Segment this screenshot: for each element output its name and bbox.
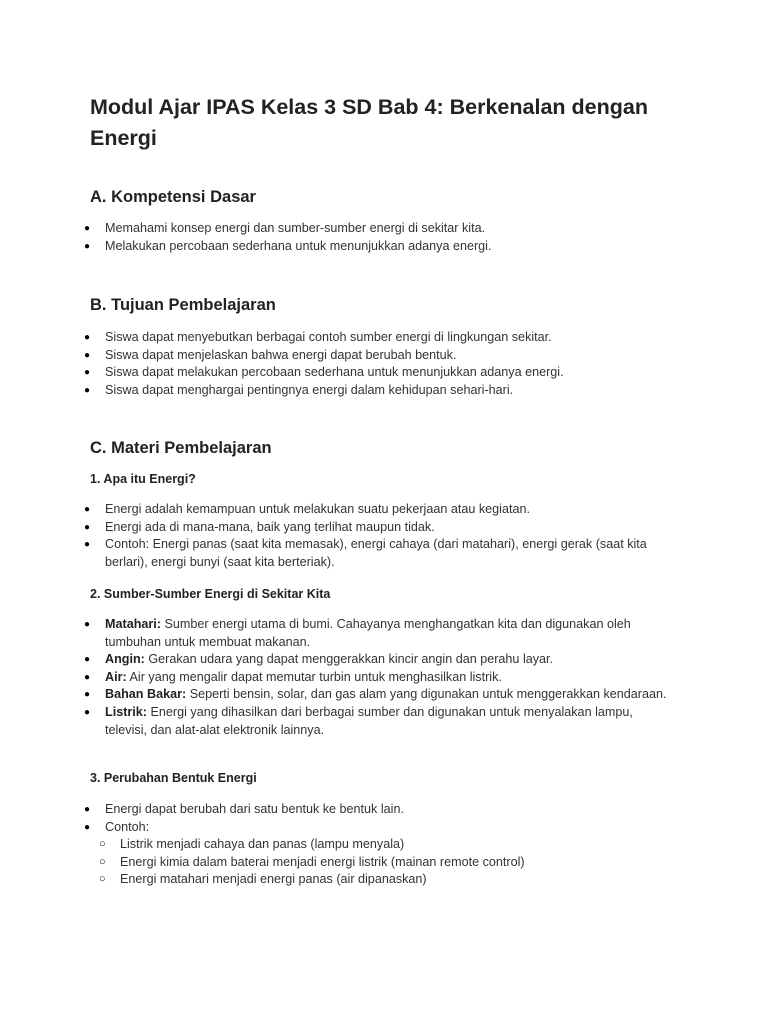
subsection-1-heading: 1. Apa itu Energi?	[90, 472, 196, 486]
list-item: ● Energi ada di mana-mana, baik yang terlihat maupun tidak.	[0, 519, 677, 537]
bullet-icon: ●	[84, 671, 91, 683]
list-item: ● Angin: Gerakan udara yang dapat menggerakkan kincir angin dan perahu layar.	[0, 651, 677, 669]
bullet-icon: ●	[84, 706, 91, 718]
subsection-1-list	[0, 501, 677, 571]
list-item: ● Melakukan percobaan sederhana untuk menunjukkan adanya energi.	[0, 238, 677, 256]
bullet-icon: ●	[84, 223, 91, 234]
list-item: ● Bahan Bakar: Seperti bensin, solar, dan gas alam yang digunakan untuk menggerakkan kendaraan.	[0, 686, 677, 704]
sublist-item: ○ Energi kimia dalam baterai menjadi energi listrik (mainan remote control)	[105, 854, 677, 872]
term-label: Listrik:	[105, 704, 147, 719]
list-item: ● Siswa dapat menjelaskan bahwa energi dapat berubah bentuk.	[0, 347, 677, 365]
bullet-icon: ●	[84, 332, 91, 343]
term-label: Matahari:	[105, 617, 161, 631]
section-b-heading: B. Tujuan Pembelajaran	[90, 296, 276, 314]
list-item: ● Listrik: Energi yang dihasilkan dari berbagai sumber dan digunakan untuk menyalakan lampu, televisi, dan alat-alat elektronik lainnya.	[84, 704, 633, 737]
bullet-icon: ●	[84, 367, 91, 379]
section-a-heading: A. Kompetensi Dasar	[90, 188, 256, 206]
bullet-icon: ●	[84, 654, 91, 666]
bullet-icon: ●	[84, 504, 91, 515]
list-item: ● Contoh: ○ Listrik menjadi cahaya dan panas (lampu menyala) ○ Energi kimia dalam baterai menjadi energi listrik (mainan remote control) ○ Energi matahari menjadi energi panas (air dipanaskan)	[0, 819, 677, 889]
document-title: Modul Ajar IPAS Kelas 3 SD Bab 4: Berkenalan dengan Energi	[90, 95, 648, 150]
subsection-2-heading: 2. Sumber-Sumber Energi di Sekitar Kita	[90, 587, 331, 601]
term-label: Air:	[105, 669, 127, 684]
term-label: Angin:	[105, 652, 145, 667]
bullet-icon: ●	[84, 821, 91, 833]
section-a-list	[0, 220, 677, 255]
list-item: ● Contoh: Energi panas (saat kita memasak), energi cahaya (dari matahari), energi gerak (saat kita berlari), energi bunyi (saat kita berteriak).	[84, 537, 647, 569]
list-item: ● Energi adalah kemampuan untuk melakukan suatu pekerjaan atau kegiatan.	[0, 501, 677, 519]
sublist-item: ○ Listrik menjadi cahaya dan panas (lampu menyala)	[105, 836, 677, 854]
subsection-3-list	[0, 801, 677, 889]
bullet-icon: ●	[84, 689, 91, 701]
bullet-icon: ●	[84, 521, 91, 533]
term-label: Bahan Bakar:	[105, 687, 187, 702]
bullet-icon: ●	[84, 240, 91, 252]
bullet-icon: ●	[84, 349, 91, 361]
section-b-list	[0, 329, 677, 399]
bullet-icon: ●	[84, 804, 91, 815]
list-item: ● Matahari: Sumber energi utama di bumi. Cahayanya menghangatkan kita dan digunakan oleh tumbuhan untuk membuat makanan.	[84, 617, 631, 649]
section-c-heading: C. Materi Pembelajaran	[90, 439, 272, 457]
list-item: ● Air: Air yang mengalir dapat memutar turbin untuk menghasilkan listrik.	[0, 669, 677, 687]
circle-bullet-icon: ○	[99, 873, 106, 886]
list-item: ● Siswa dapat menghargai pentingnya energi dalam kehidupan sehari-hari.	[0, 382, 677, 400]
circle-bullet-icon: ○	[99, 855, 106, 868]
bullet-icon: ●	[84, 539, 91, 551]
subsection-3-heading: 3. Perubahan Bentuk Energi	[90, 771, 257, 785]
list-item: ● Memahami konsep energi dan sumber-sumber energi di sekitar kita.	[0, 220, 677, 238]
bullet-icon: ●	[84, 619, 91, 630]
sublist-item: ○ Energi matahari menjadi energi panas (air dipanaskan)	[105, 871, 677, 889]
list-item: ● Siswa dapat menyebutkan berbagai contoh sumber energi di lingkungan sekitar.	[0, 329, 677, 347]
circle-bullet-icon: ○	[99, 838, 106, 851]
subsection-2-list	[0, 616, 677, 739]
list-item: ● Siswa dapat melakukan percobaan sederhana untuk menunjukkan adanya energi.	[0, 364, 677, 382]
list-item: ● Energi dapat berubah dari satu bentuk ke bentuk lain.	[0, 801, 677, 819]
example-sublist	[99, 836, 677, 889]
bullet-icon: ●	[84, 384, 91, 396]
